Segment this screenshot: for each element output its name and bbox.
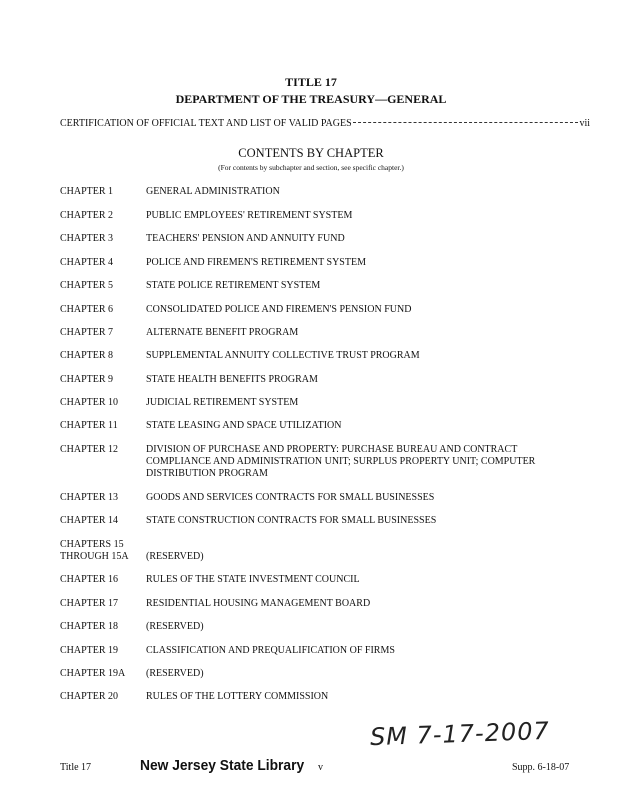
chapter-number: CHAPTER 2 xyxy=(60,210,114,221)
chapter-name: SUPPLEMENTAL ANNUITY COLLECTIVE TRUST PROGRAM xyxy=(146,350,420,361)
chapter-name: GENERAL ADMINISTRATION xyxy=(146,186,280,197)
chapter-number: CHAPTER 8 xyxy=(60,350,114,361)
chapter-number: CHAPTER 10 xyxy=(60,397,119,408)
chapter-row xyxy=(60,233,560,245)
page-subtitle: DEPARTMENT OF THE TREASURY—GENERAL xyxy=(175,92,447,106)
chapter-number: CHAPTER 7 xyxy=(60,327,114,338)
chapter-name: STATE LEASING AND SPACE UTILIZATION xyxy=(146,420,342,431)
chapter-name: ALTERNATE BENEFIT PROGRAM xyxy=(146,327,299,338)
chapter-name: (RESERVED) xyxy=(146,621,204,632)
chapter-row xyxy=(60,574,560,586)
chapter-number: CHAPTER 19A xyxy=(60,668,126,679)
chapter-name: JUDICIAL RETIREMENT SYSTEM xyxy=(146,397,299,408)
chapter-row xyxy=(60,397,560,409)
contents-note: (For contents by subchapter and section, see specific chapter.) xyxy=(218,163,404,172)
chapter-row xyxy=(60,539,560,563)
chapter-name: RULES OF THE LOTTERY COMMISSION xyxy=(146,691,329,702)
library-watermark: New Jersey State Library xyxy=(140,757,305,774)
chapter-row xyxy=(60,444,560,480)
chapter-row xyxy=(60,374,560,386)
chapter-row xyxy=(60,420,560,432)
supplement-date: Supp. 6-18-07 xyxy=(512,762,570,773)
chapter-name: GOODS AND SERVICES CONTRACTS FOR SMALL BUSINESSES xyxy=(146,492,435,503)
leader-dots xyxy=(353,122,579,123)
chapter-number: CHAPTER 1 xyxy=(60,186,114,197)
page-title: TITLE 17 xyxy=(285,75,337,89)
chapter-number: CHAPTER 13 xyxy=(60,492,119,503)
chapter-name: POLICE AND FIREMEN'S RETIREMENT SYSTEM xyxy=(146,257,366,268)
chapter-number: CHAPTER 19 xyxy=(60,645,119,656)
chapter-row xyxy=(60,515,560,527)
footer-title: Title 17 xyxy=(60,762,92,773)
chapter-number: CHAPTER 5 xyxy=(60,280,114,291)
chapter-number: CHAPTER 9 xyxy=(60,374,114,385)
handwritten-stamp: SM 7-17-2007 xyxy=(369,716,551,752)
chapter-row xyxy=(60,492,560,504)
chapter-name: STATE HEALTH BENEFITS PROGRAM xyxy=(146,374,318,385)
chapter-number: CHAPTER 18 xyxy=(60,621,119,632)
chapter-number: CHAPTER 20 xyxy=(60,691,119,702)
chapter-number: CHAPTER 6 xyxy=(60,304,114,315)
chapter-name: (RESERVED) xyxy=(146,551,204,562)
chapter-name: TEACHERS' PENSION AND ANNUITY FUND xyxy=(146,233,345,244)
chapter-name: CONSOLIDATED POLICE AND FIREMEN'S PENSION FUND xyxy=(146,304,412,315)
chapter-name: RESIDENTIAL HOUSING MANAGEMENT BOARD xyxy=(146,598,371,609)
chapter-name: RULES OF THE STATE INVESTMENT COUNCIL xyxy=(146,574,360,585)
chapter-name: (RESERVED) xyxy=(146,668,204,679)
chapter-number: CHAPTER 12 xyxy=(60,444,119,455)
chapter-number: CHAPTERS 15 THROUGH 15A xyxy=(60,539,129,562)
chapter-number: CHAPTER 4 xyxy=(60,257,114,268)
page-number: v xyxy=(318,762,323,773)
chapter-row xyxy=(60,668,560,680)
chapter-row xyxy=(60,621,560,633)
chapter-name: PUBLIC EMPLOYEES' RETIREMENT SYSTEM xyxy=(146,210,353,221)
contents-heading: CONTENTS BY CHAPTER xyxy=(238,146,384,160)
page-footer xyxy=(0,757,622,781)
chapter-row xyxy=(60,350,560,362)
certification-entry xyxy=(60,118,590,129)
chapter-row xyxy=(60,645,560,657)
chapter-name: STATE POLICE RETIREMENT SYSTEM xyxy=(146,280,321,291)
chapter-row xyxy=(60,691,560,703)
certification-page: vii xyxy=(579,118,590,129)
chapter-number: CHAPTER 11 xyxy=(60,420,118,431)
certification-label: CERTIFICATION OF OFFICIAL TEXT AND LIST OF VALID PAGES xyxy=(60,118,352,129)
chapter-row xyxy=(60,210,560,222)
chapter-row xyxy=(60,304,560,316)
chapter-name: DIVISION OF PURCHASE AND PROPERTY: PURCHASE BUREAU AND CONTRACT COMPLIANCE AND ADMINISTRATION UNIT; SURPLUS PROPERTY UNIT; COMPUTER DISTRIBUTION PROGRAM xyxy=(146,444,536,479)
chapter-row xyxy=(60,186,560,198)
chapter-name: CLASSIFICATION AND PREQUALIFICATION OF FIRMS xyxy=(146,645,395,656)
chapter-row xyxy=(60,598,560,610)
chapter-number: CHAPTER 17 xyxy=(60,598,119,609)
chapter-name: STATE CONSTRUCTION CONTRACTS FOR SMALL BUSINESSES xyxy=(146,515,437,526)
chapter-row xyxy=(60,257,560,269)
chapter-row xyxy=(60,327,560,339)
chapter-row xyxy=(60,280,560,292)
chapter-number: CHAPTER 14 xyxy=(60,515,119,526)
chapter-number: CHAPTER 3 xyxy=(60,233,114,244)
chapter-number: CHAPTER 16 xyxy=(60,574,119,585)
